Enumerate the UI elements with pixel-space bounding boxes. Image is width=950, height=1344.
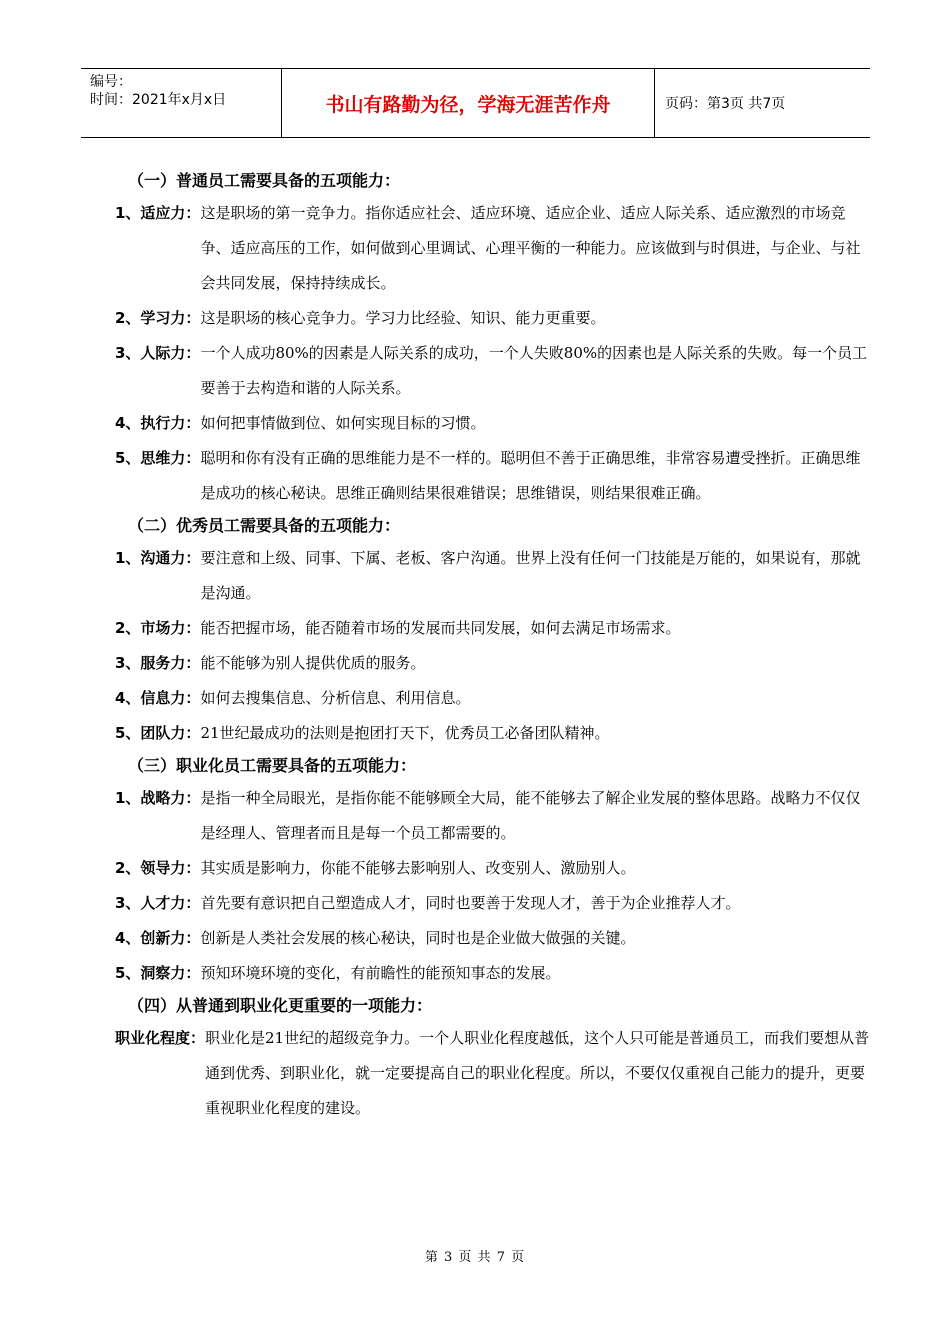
list-item	[115, 541, 875, 611]
section-title: （四）从普通到职业化更重要的一项能力：	[128, 996, 433, 1015]
list-item	[115, 336, 875, 406]
header-page-info: 页码：第3页 共7页	[665, 96, 786, 112]
list-item	[115, 441, 875, 511]
header-meta	[81, 69, 282, 137]
item-label: 2、学习力：	[115, 309, 201, 327]
list-item	[115, 886, 875, 921]
item-label: 职业化程度：	[115, 1029, 206, 1047]
item-label: 5、洞察力：	[115, 964, 201, 982]
list-item	[115, 681, 875, 716]
list-item	[115, 1021, 875, 1126]
document-body	[115, 166, 875, 1126]
item-label: 2、领导力：	[115, 859, 201, 877]
item-label: 4、信息力：	[115, 689, 201, 707]
section-title: （一）普通员工需要具备的五项能力：	[128, 171, 401, 190]
list-item	[115, 196, 875, 301]
item-label: 3、人际力：	[115, 344, 201, 362]
section-title: （二）优秀员工需要具备的五项能力：	[128, 516, 401, 535]
list-item	[115, 301, 875, 336]
item-label: 3、人才力：	[115, 894, 201, 912]
item-label: 5、思维力：	[115, 449, 201, 467]
item-label: 3、服务力：	[115, 654, 201, 672]
list-item	[115, 781, 875, 851]
item-text: 如何把事情做到位、如何实现目标的习惯。	[200, 414, 486, 432]
list-item	[115, 921, 875, 956]
page-footer: 第 3 页 共 7 页	[424, 1250, 526, 1265]
header-motto: 书山有路勤为径，学海无涯苦作舟	[282, 69, 655, 137]
item-label: 4、创新力：	[115, 929, 201, 947]
list-item	[115, 611, 875, 646]
list-item	[115, 851, 875, 886]
list-item	[115, 646, 875, 681]
item-label: 5、团队力：	[115, 724, 201, 742]
item-text: 其实质是影响力，你能不能够去影响别人、改变别人、激励别人。	[200, 859, 636, 877]
item-text: 能不能够为别人提供优质的服务。	[200, 654, 426, 672]
item-text: 这是职场的第一竞争力。指你适应社会、适应环境、适应企业、适应人际关系、适应激烈的市场竞争、适应高压的工作，如何做到心里调试、心理平衡的一种能力。应该做到与时俱进，与企业、与社会共同发展，保持持续成长。	[200, 204, 861, 292]
list-item	[115, 956, 875, 991]
item-text: 首先要有意识把自己塑造成人才，同时也要善于发现人才，善于为企业推荐人才。	[200, 894, 741, 912]
item-text: 创新是人类社会发展的核心秘诀，同时也是企业做大做强的关键。	[200, 929, 636, 947]
item-label: 1、沟通力：	[115, 549, 201, 567]
time-label: 时间：2021年x月x日	[90, 92, 227, 108]
item-text: 是指一种全局眼光，是指你能不能够顾全大局，能不能够去了解企业发展的整体思路。战略力不仅仅是经理人、管理者而且是每一个员工都需要的。	[200, 789, 861, 842]
document-header	[81, 68, 870, 138]
section-title: （三）职业化员工需要具备的五项能力：	[128, 756, 417, 775]
item-label: 1、战略力：	[115, 789, 201, 807]
item-text: 预知环境环境的变化，有前瞻性的能预知事态的发展。	[200, 964, 561, 982]
item-text: 这是职场的核心竞争力。学习力比经验、知识、能力更重要。	[200, 309, 606, 327]
item-label: 4、执行力：	[115, 414, 201, 432]
item-text: 要注意和上级、同事、下属、老板、客户沟通。世界上没有任何一门技能是万能的，如果说有，那就是沟通。	[200, 549, 861, 602]
item-text: 如何去搜集信息、分析信息、利用信息。	[200, 689, 471, 707]
item-text: 聪明和你有没有正确的思维能力是不一样的。聪明但不善于正确思维，非常容易遭受挫折。正确思维是成功的核心秘诀。思维正确则结果很难错误；思维错误，则结果很难正确。	[200, 449, 861, 502]
number-label: 编号：	[90, 74, 132, 90]
list-item	[115, 716, 875, 751]
item-text: 职业化是21世纪的超级竞争力。一个人职业化程度越低，这个人只可能是普通员工，而我们要想从普通到优秀、到职业化，就一定要提高自己的职业化程度。所以，不要仅仅重视自己能力的提升，更要重视职业化程度的建设。	[205, 1029, 870, 1117]
list-item	[115, 406, 875, 441]
item-label: 2、市场力：	[115, 619, 201, 637]
item-text: 一个人成功80%的因素是人际关系的成功，一个人失败80%的因素也是人际关系的失败。每一个员工要善于去构造和谐的人际关系。	[200, 344, 868, 397]
item-text: 能否把握市场，能否随着市场的发展而共同发展，如何去满足市场需求。	[200, 619, 681, 637]
item-text: 21世纪最成功的法则是抱团打天下，优秀员工必备团队精神。	[200, 724, 610, 742]
item-label: 1、适应力：	[115, 204, 201, 222]
